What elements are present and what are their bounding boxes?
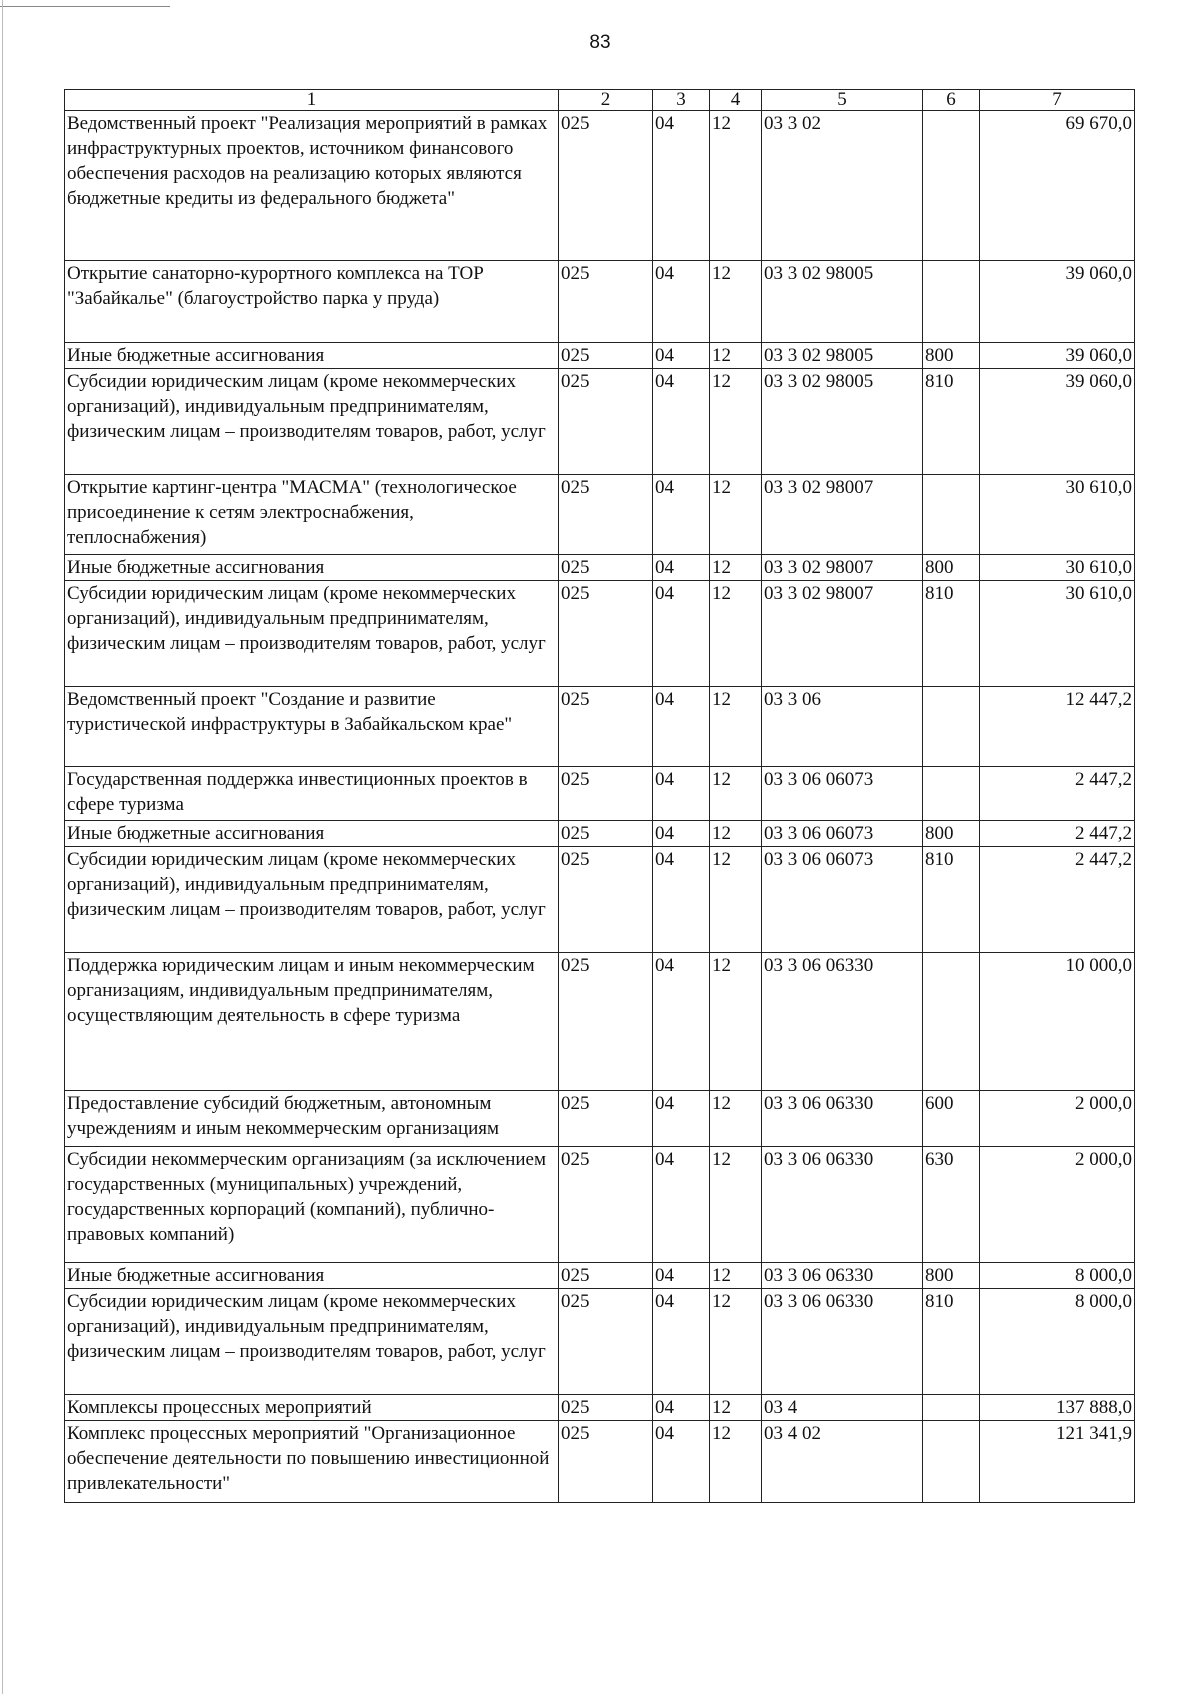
cell-target-article: 03 3 06 06330 [762,1091,923,1147]
page-number: 83 [589,32,611,53]
column-number-header-row [65,90,1135,111]
cell-target-article: 03 3 02 98005 [762,343,923,369]
cell-subsection: 12 [710,261,762,343]
cell-section: 04 [653,767,710,821]
cell-section: 04 [653,1091,710,1147]
cell-name: Комплекс процессных мероприятий "Организационное обеспечение деятельности по повышению инвестиционной привлекательности" [65,1421,559,1503]
cell-target-article: 03 3 06 06073 [762,767,923,821]
cell-expense-type [923,111,980,261]
column-header: 6 [923,90,980,111]
cell-expense-type: 630 [923,1147,980,1263]
cell-section: 04 [653,1147,710,1263]
cell-name: Предоставление субсидий бюджетным, автономным учреждениям и иным некоммерческим организациям [65,1091,559,1147]
cell-section: 04 [653,1421,710,1503]
cell-target-article: 03 3 02 98007 [762,581,923,687]
cell-name: Ведомственный проект "Создание и развитие туристической инфраструктуры в Забайкальском крае" [65,687,559,767]
cell-expense-type: 600 [923,1091,980,1147]
cell-expense-type: 810 [923,1289,980,1395]
cell-ministry-code: 025 [559,475,653,555]
cell-expense-type [923,475,980,555]
cell-name: Поддержка юридическим лицам и иным некоммерческим организациям, индивидуальным предпринимателям, осуществляющим деятельность в сфере туризма [65,953,559,1091]
table-row [65,1147,1135,1263]
cell-section: 04 [653,555,710,581]
cell-ministry-code: 025 [559,111,653,261]
column-header: 5 [762,90,923,111]
cell-section: 04 [653,475,710,555]
cell-subsection: 12 [710,1289,762,1395]
cell-amount: 2 000,0 [980,1147,1135,1263]
cell-target-article: 03 3 06 [762,687,923,767]
cell-amount: 121 341,9 [980,1421,1135,1503]
cell-expense-type [923,261,980,343]
cell-ministry-code: 025 [559,1421,653,1503]
cell-target-article: 03 3 06 06073 [762,847,923,953]
cell-target-article: 03 3 06 06330 [762,1263,923,1289]
table-row [65,687,1135,767]
cell-ministry-code: 025 [559,343,653,369]
column-header: 2 [559,90,653,111]
cell-section: 04 [653,369,710,475]
cell-expense-type: 810 [923,369,980,475]
cell-amount: 2 447,2 [980,767,1135,821]
cell-name: Открытие картинг-центра "МАСМА" (технологическое присоединение к сетям электроснабжения, теплоснабжения) [65,475,559,555]
cell-subsection: 12 [710,1395,762,1421]
cell-name: Иные бюджетные ассигнования [65,1263,559,1289]
cell-amount: 39 060,0 [980,343,1135,369]
cell-ministry-code: 025 [559,1289,653,1395]
cell-name: Субсидии юридическим лицам (кроме некоммерческих организаций), индивидуальным предпринимателям, физическим лицам – производителям товаров, работ, услуг [65,369,559,475]
cell-subsection: 12 [710,581,762,687]
cell-expense-type [923,1421,980,1503]
cell-ministry-code: 025 [559,581,653,687]
cell-expense-type: 800 [923,821,980,847]
table-row [65,1263,1135,1289]
cell-ministry-code: 025 [559,555,653,581]
cell-expense-type [923,767,980,821]
column-header: 3 [653,90,710,111]
column-header: 1 [65,90,559,111]
cell-ministry-code: 025 [559,369,653,475]
cell-expense-type: 800 [923,1263,980,1289]
cell-amount: 69 670,0 [980,111,1135,261]
cell-amount: 30 610,0 [980,581,1135,687]
cell-subsection: 12 [710,953,762,1091]
cell-expense-type: 800 [923,555,980,581]
column-header: 7 [980,90,1135,111]
cell-section: 04 [653,1263,710,1289]
cell-target-article: 03 3 02 98007 [762,555,923,581]
cell-amount: 137 888,0 [980,1395,1135,1421]
cell-target-article: 03 3 06 06330 [762,1289,923,1395]
table-row [65,953,1135,1091]
cell-subsection: 12 [710,687,762,767]
cell-section: 04 [653,1289,710,1395]
cell-name: Иные бюджетные ассигнования [65,821,559,847]
cell-name: Комплексы процессных мероприятий [65,1395,559,1421]
cell-subsection: 12 [710,821,762,847]
cell-name: Субсидии юридическим лицам (кроме некоммерческих организаций), индивидуальным предпринимателям, физическим лицам – производителям товаров, работ, услуг [65,1289,559,1395]
table-row [65,847,1135,953]
cell-target-article: 03 3 02 98005 [762,369,923,475]
cell-expense-type: 800 [923,343,980,369]
table-row [65,1289,1135,1395]
cell-subsection: 12 [710,369,762,475]
cell-subsection: 12 [710,1263,762,1289]
scan-edge-line [2,0,3,1694]
table-row [65,821,1135,847]
cell-target-article: 03 4 [762,1395,923,1421]
cell-ministry-code: 025 [559,261,653,343]
cell-amount: 8 000,0 [980,1289,1135,1395]
cell-amount: 2 447,2 [980,821,1135,847]
table-row [65,111,1135,261]
cell-amount: 30 610,0 [980,475,1135,555]
table-row [65,767,1135,821]
cell-section: 04 [653,821,710,847]
cell-expense-type [923,687,980,767]
table-row [65,261,1135,343]
cell-ministry-code: 025 [559,1147,653,1263]
table-row [65,1395,1135,1421]
cell-amount: 8 000,0 [980,1263,1135,1289]
cell-amount: 39 060,0 [980,369,1135,475]
cell-name: Открытие санаторно-курортного комплекса на ТОР "Забайкалье" (благоустройство парка у пруда) [65,261,559,343]
cell-section: 04 [653,1395,710,1421]
cell-name: Субсидии юридическим лицам (кроме некоммерческих организаций), индивидуальным предпринимателям, физическим лицам – производителям товаров, работ, услуг [65,847,559,953]
table-row [65,555,1135,581]
cell-subsection: 12 [710,847,762,953]
cell-section: 04 [653,111,710,261]
column-header: 4 [710,90,762,111]
cell-expense-type: 810 [923,581,980,687]
cell-expense-type: 810 [923,847,980,953]
cell-ministry-code: 025 [559,847,653,953]
cell-ministry-code: 025 [559,821,653,847]
cell-target-article: 03 3 02 [762,111,923,261]
cell-ministry-code: 025 [559,767,653,821]
table-row [65,475,1135,555]
table-row [65,343,1135,369]
cell-expense-type [923,953,980,1091]
cell-section: 04 [653,953,710,1091]
table-row [65,581,1135,687]
cell-ministry-code: 025 [559,1263,653,1289]
cell-amount: 10 000,0 [980,953,1135,1091]
cell-name: Иные бюджетные ассигнования [65,555,559,581]
cell-target-article: 03 3 02 98005 [762,261,923,343]
cell-expense-type [923,1395,980,1421]
scan-edge-mark [0,6,170,7]
cell-target-article: 03 3 02 98007 [762,475,923,555]
cell-target-article: 03 3 06 06073 [762,821,923,847]
cell-amount: 30 610,0 [980,555,1135,581]
cell-subsection: 12 [710,1147,762,1263]
cell-section: 04 [653,687,710,767]
cell-subsection: 12 [710,1421,762,1503]
table-row [65,1091,1135,1147]
cell-subsection: 12 [710,767,762,821]
cell-subsection: 12 [710,1091,762,1147]
cell-amount: 2 447,2 [980,847,1135,953]
cell-name: Иные бюджетные ассигнования [65,343,559,369]
cell-ministry-code: 025 [559,1091,653,1147]
cell-target-article: 03 3 06 06330 [762,1147,923,1263]
cell-subsection: 12 [710,111,762,261]
cell-amount: 2 000,0 [980,1091,1135,1147]
table-row [65,369,1135,475]
cell-ministry-code: 025 [559,953,653,1091]
cell-subsection: 12 [710,555,762,581]
cell-section: 04 [653,261,710,343]
cell-name: Субсидии юридическим лицам (кроме некоммерческих организаций), индивидуальным предпринимателям, физическим лицам – производителям товаров, работ, услуг [65,581,559,687]
cell-section: 04 [653,581,710,687]
cell-name: Субсидии некоммерческим организациям (за исключением государственных (муниципальных) учреждений, государственных корпораций (компаний), публично-правовых компаний) [65,1147,559,1263]
table-row [65,1421,1135,1503]
cell-amount: 39 060,0 [980,261,1135,343]
cell-name: Государственная поддержка инвестиционных проектов в сфере туризма [65,767,559,821]
budget-table [64,89,1135,1503]
cell-name: Ведомственный проект "Реализация мероприятий в рамках инфраструктурных проектов, источником финансового обеспечения расходов на реализацию которых являются бюджетные кредиты из федерального бюджета" [65,111,559,261]
cell-subsection: 12 [710,475,762,555]
cell-amount: 12 447,2 [980,687,1135,767]
cell-target-article: 03 4 02 [762,1421,923,1503]
cell-section: 04 [653,343,710,369]
cell-ministry-code: 025 [559,687,653,767]
cell-section: 04 [653,847,710,953]
cell-target-article: 03 3 06 06330 [762,953,923,1091]
cell-subsection: 12 [710,343,762,369]
cell-ministry-code: 025 [559,1395,653,1421]
